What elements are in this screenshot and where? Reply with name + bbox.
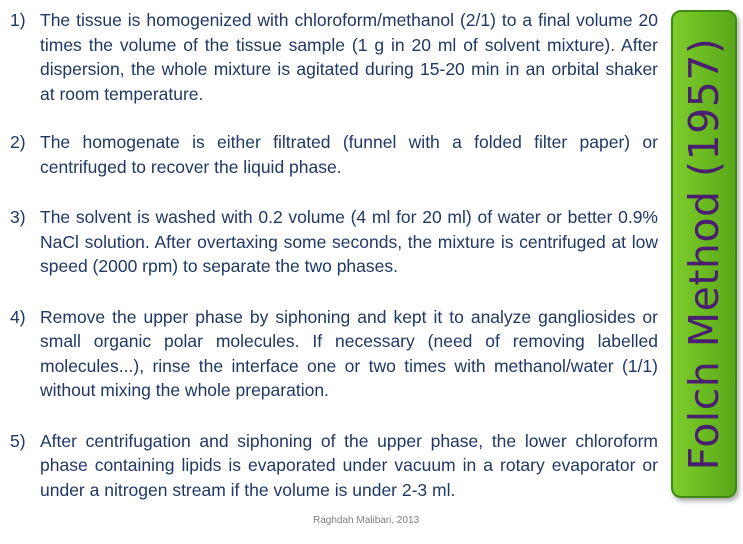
- step-3: [10, 205, 658, 279]
- procedure-steps: [10, 8, 658, 502]
- step-number: 2): [10, 132, 26, 152]
- step-number: 5): [10, 430, 26, 451]
- step-text: The solvent is washed with 0.2 volume (4 ml for 20 ml) of water or better 0.9% NaCl solution. After overtaxing some seconds, the mixture is centrifuged at low speed (2000 rpm) to separate the two phases.: [40, 207, 658, 276]
- step-5: [10, 429, 658, 503]
- step-2: [10, 130, 658, 179]
- step-number: 3): [10, 207, 26, 227]
- step-text: After centrifugation and siphoning of the upper phase, the lower chloroform phase containing lipids is evaporated under vacuum in a rotary evaporator or under a nitrogen stream if the volume is under 2-3 ml.: [40, 430, 658, 500]
- side-title: Folch Method (1957): [680, 37, 728, 471]
- side-title-banner: [671, 10, 737, 498]
- step-4: [10, 305, 658, 403]
- step-number: 4): [10, 306, 26, 327]
- step-text: The homogenate is either filtrated (funnel with a folded filter paper) or centrifuged to recover the liquid phase.: [40, 132, 658, 177]
- author-footer: Raghdah Malibari, 2013: [313, 515, 420, 526]
- step-text: The tissue is homogenized with chloroform/methanol (2/1) to a final volume 20 times the volume of the tissue sample (1 g in 20 ml of solvent mixture). After dispersion, the whole mixture is agitated during 15-20 min in an orbital shaker at room temperature.: [40, 10, 658, 104]
- step-1: [10, 8, 658, 106]
- step-number: 1): [10, 10, 26, 30]
- step-text: Remove the upper phase by siphoning and kept it to analyze gangliosides or small organic polar molecules. If necessary (need of removing labelled molecules...), rinse the interface one or two times with methanol/water (1/1) without mixing the whole preparation.: [40, 306, 658, 400]
